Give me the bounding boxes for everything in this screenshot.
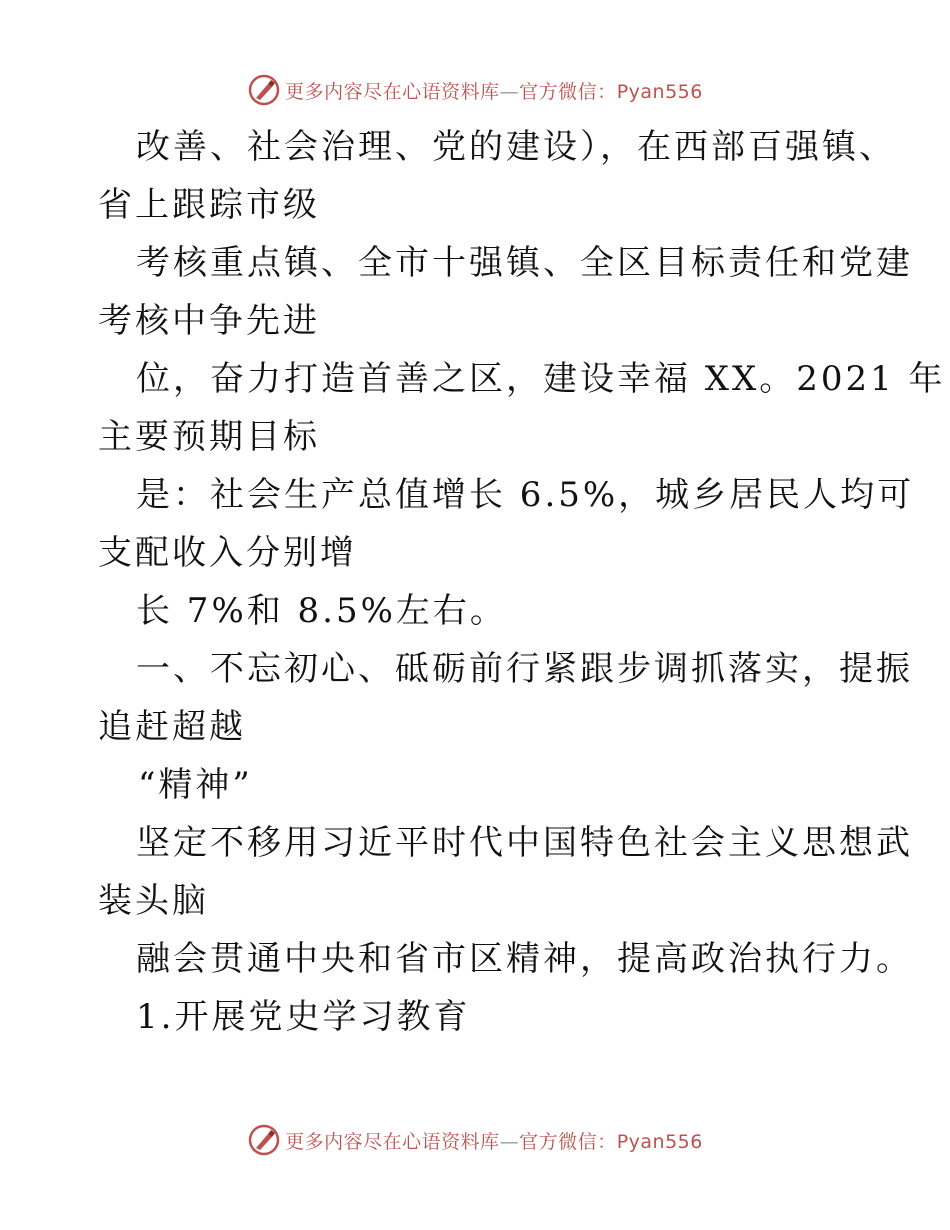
watermark-site: 更多内容尽在心语资料库 — [285, 80, 500, 103]
body-line: 支配收入分别增 — [98, 533, 357, 573]
body-line: “精神” — [138, 765, 253, 805]
watermark-separator: — — [499, 1130, 520, 1153]
body-line: 一、不忘初心、砥砺前行紧跟步调抓落实，提振 — [136, 649, 913, 689]
body-line: 位，奋力打造首善之区，建设幸福 XX。2021 年 — [136, 359, 946, 399]
body-line: 改善、社会治理、党的建设），在西部百强镇、 — [136, 127, 896, 167]
watermark-wechat-id: Pyan556 — [616, 1130, 703, 1153]
footer-watermark — [0, 1120, 950, 1160]
pen-circle-logo-icon — [247, 1123, 281, 1157]
document-body — [98, 118, 946, 1046]
body-line: 是：社会生产总值增长 6.5%，城乡居民人均可 — [136, 475, 915, 515]
body-line: 装头脑 — [98, 881, 209, 921]
header-watermark — [0, 70, 950, 110]
body-line: 追赶超越 — [98, 707, 246, 747]
body-line: 长 7%和 8.5%左右。 — [136, 591, 507, 631]
watermark-text — [285, 77, 703, 104]
pen-circle-logo-icon — [247, 73, 281, 107]
body-line: 主要预期目标 — [98, 417, 320, 457]
watermark-wechat-id: Pyan556 — [616, 80, 703, 103]
body-line: 坚定不移用习近平时代中国特色社会主义思想武 — [136, 823, 913, 863]
body-line: 考核中争先进 — [98, 301, 320, 341]
body-line: 考核重点镇、全市十强镇、全区目标责任和党建 — [136, 243, 913, 283]
body-line: 融会贯通中央和省市区精神，提高政治执行力。 — [136, 939, 913, 979]
watermark-wechat-label: 官方微信： — [519, 80, 617, 103]
watermark-site: 更多内容尽在心语资料库 — [285, 1130, 500, 1153]
body-line: 省上跟踪市级 — [98, 185, 320, 225]
body-line: 1.开展党史学习教育 — [136, 997, 471, 1037]
watermark-separator: — — [499, 80, 520, 103]
watermark-wechat-label: 官方微信： — [519, 1130, 617, 1153]
watermark-text — [285, 1127, 703, 1154]
